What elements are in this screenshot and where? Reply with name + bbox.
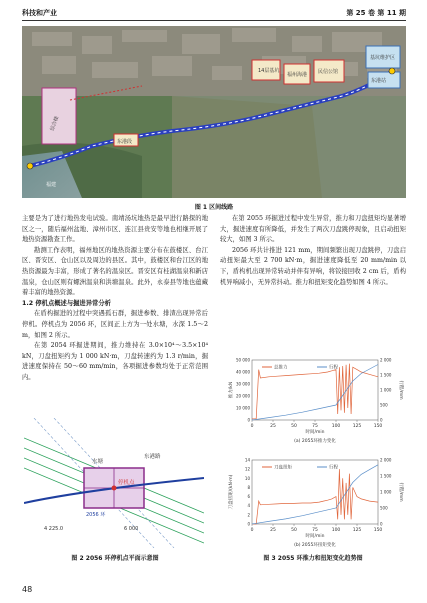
right-paragraph-2: 2056 环共计推进 121 mm，期间频繁出现刀盘跳停，刀盘启动扭矩最大至 2 700 kN·m，掘进速度降低至 20 mm/min 以下，盾构机出现异常转动并伴有异响，将铰接回收 2 cm 后，盾构机异响减小，无异常抖动。推力和扭矩变化趋势如图 4 所示。	[220, 246, 406, 286]
y-right-tick-label: 0	[380, 521, 383, 527]
x-tick-label: 75	[312, 424, 318, 429]
figure2-caption: 图 2 2056 环停机点平面示意图	[71, 555, 159, 562]
y-left-tick-label: 4	[247, 503, 250, 509]
chart-subcaption: (a) 2055环推力变化	[294, 439, 336, 444]
series-line-1	[252, 465, 378, 524]
series-line-0	[252, 469, 378, 524]
chart-subcaption: (b) 2055环扭矩变化	[294, 543, 336, 548]
y-left-tick-label: 12	[244, 466, 250, 472]
torque-chart-svg	[226, 448, 404, 548]
station-a-label: 福建	[46, 182, 57, 188]
y-left-tick-label: 14	[244, 457, 250, 463]
plot-frame	[252, 360, 378, 420]
zone5-label: 基坑维护区	[370, 55, 396, 61]
dim1-label: 4 225.0	[44, 526, 64, 532]
x-tick-label: 75	[312, 528, 318, 533]
y-left-tick-label: 0	[247, 417, 250, 423]
section-heading: 1.2 停机点概述与掘进异常分析	[22, 299, 111, 307]
y-right-tick-label: 500	[380, 505, 388, 511]
legend-label-0: 刀盘扭矩	[274, 465, 292, 471]
y-right-tick-label: 2 000	[380, 457, 392, 463]
series-line-0	[252, 364, 378, 419]
y-right-tick-label: 500	[380, 402, 388, 408]
y-left-tick-label: 20 000	[236, 393, 250, 399]
y-right-axis-label: 行程/mm	[398, 482, 403, 502]
station-b-label: 东港站	[371, 78, 387, 84]
header-rule	[22, 20, 406, 21]
thrust-chart-svg	[226, 348, 404, 444]
series-line-1	[252, 365, 378, 421]
y-left-tick-label: 2	[247, 512, 250, 518]
x-tick-label: 25	[270, 528, 276, 533]
journal-name: 科技和产业	[22, 9, 57, 17]
y-right-axis-label: 行程/mm	[398, 380, 403, 400]
x-tick-label: 125	[352, 528, 362, 533]
ring-label: 2056 环	[86, 512, 106, 518]
left-paragraph-2: 勘测工作表明，福州地区的地热资源主要分布在鼓楼区、台江区、晋安区、仓山区以及周边的县区。其中，鼓楼区和台江区的地热资源最为丰富，形成了著名的温泉区。晋安区有桂湖温泉和新店温泉，仓山区则有螺洲温泉和洪塘温泉。此外，永泰县等地也蕴藏着丰富的地热资源。	[22, 246, 208, 297]
y-left-tick-label: 8	[247, 484, 250, 490]
figure1-caption: 图 1 区间线路	[194, 204, 234, 211]
x-tick-label: 25	[270, 424, 276, 429]
y-left-tick-label: 40 000	[236, 369, 250, 375]
legend-label-1: 行程	[329, 365, 338, 371]
zone1-label: 14层基坑	[258, 68, 280, 74]
x-tick-label: 125	[352, 424, 362, 429]
chart-thrust	[226, 348, 404, 444]
right-column-text	[220, 214, 406, 288]
route-label: 东港段	[117, 139, 133, 145]
y-left-axis-label: 推力/kN	[229, 381, 234, 399]
x-tick-label: 100	[331, 528, 341, 533]
x-tick-label: 0	[250, 424, 254, 429]
figure3-caption: 图 3 2055 环推力和扭矩变化趋势图	[263, 555, 363, 562]
x-tick-label: 0	[250, 528, 254, 533]
y-left-tick-label: 50 000	[236, 357, 250, 363]
zone3-label: 民信公馆	[318, 69, 339, 75]
pond-label: 水塘	[92, 459, 104, 465]
y-right-tick-label: 1 000	[380, 489, 392, 495]
y-left-tick-label: 0	[247, 521, 250, 527]
left-paragraph-1: 主要是为了进行地热发电试验。南靖汤坑地热是最早进行路探的地区之一，随后福州盆地、漳州市区、连江县贵安等地也相继开展了地热资源勘查工作。	[22, 215, 208, 244]
x-tick-label: 50	[291, 528, 297, 533]
y-right-tick-label: 1 500	[380, 372, 392, 378]
figure2-plan-diagram	[24, 418, 204, 548]
figure1-satellite-map	[22, 26, 406, 198]
left-paragraph-3: 在盾构掘进的过程中突遇孤石群，掘进参数、排渣出现异常后停机。停机点为 2056 环，区间正上方为一处水塘，水深 1.5～2 m，如图 2 所示。	[22, 310, 208, 339]
y-right-tick-label: 2 000	[380, 357, 392, 363]
legend-label-1: 行程	[329, 465, 338, 471]
left-paragraph-4: 在第 2054 环掘进期间，推力维持在 3.0×10⁴～3.5×10⁴ kN，刀盘扭矩约为 1 000 kN·m，刀盘转速约为 1.3 r/min，掘进速度保持在 50～60 mm/min，各项掘进参数均处于正常范围内。	[22, 342, 208, 381]
plot-frame	[252, 460, 378, 524]
running-header	[22, 8, 406, 20]
left-column-text	[22, 214, 208, 384]
y-right-tick-label: 0	[380, 417, 383, 423]
legend-label-0: 总推力	[274, 365, 288, 371]
x-axis-label: 时间/min	[305, 430, 325, 435]
x-axis-label: 时间/min	[305, 534, 325, 539]
issue-info: 第 25 卷 第 11 期	[346, 9, 406, 17]
y-left-axis-label: 刀盘扭矩/(kN·m)	[229, 474, 234, 510]
right-paragraph-1: 在第 2055 环掘进过程中发生异常，推力和刀盘扭矩均显著增大，掘进速度有所降低，并发生了两次刀盘跳停现象，且启动扭矩较大，如图 3 所示。	[220, 215, 406, 244]
zone2-label: 福州海港	[287, 72, 308, 78]
x-tick-label: 50	[291, 424, 297, 429]
y-left-tick-label: 6	[247, 494, 250, 500]
x-tick-label: 150	[373, 528, 383, 533]
satellite-map-image	[22, 26, 406, 198]
dim2-label: 6 000	[124, 526, 139, 532]
y-left-tick-label: 30 000	[236, 381, 250, 387]
x-tick-label: 100	[331, 424, 341, 429]
x-tick-label: 150	[373, 424, 383, 429]
road-label: 东港路	[144, 454, 161, 460]
y-right-tick-label: 1 000	[380, 387, 392, 393]
zone4-label: 综合楼	[49, 115, 61, 132]
stop-point-label: 停机点	[118, 480, 135, 486]
page-number: 48	[22, 585, 33, 594]
y-right-tick-label: 1 500	[380, 473, 392, 479]
chart-torque	[226, 448, 404, 548]
y-left-tick-label: 10	[244, 475, 250, 481]
y-left-tick-label: 10 000	[236, 405, 250, 411]
